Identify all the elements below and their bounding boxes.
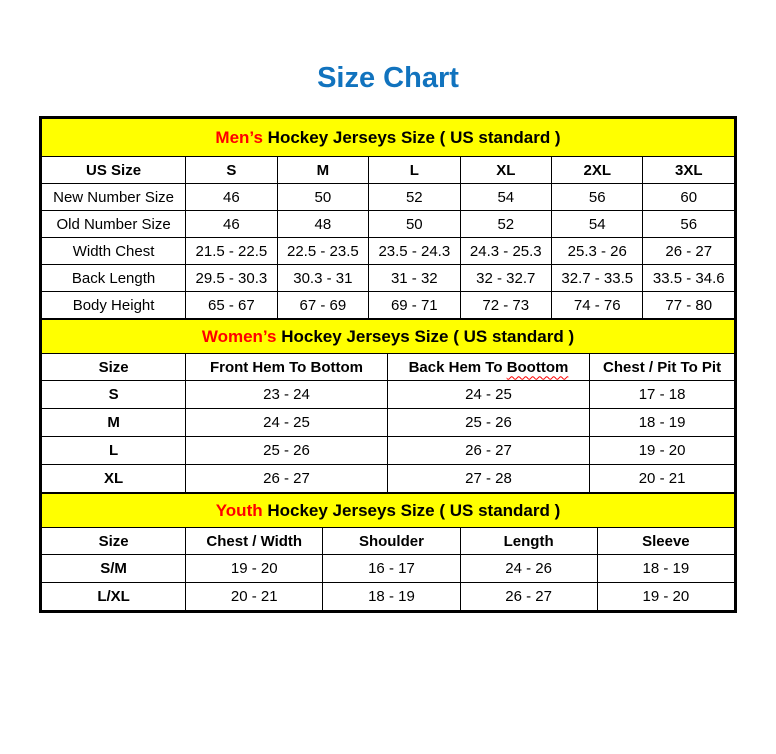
men-table-row (42, 184, 735, 211)
size-value-cell: 16 - 17 (323, 555, 460, 583)
page-title: Size Chart (317, 62, 459, 94)
youth-column-header: Size (42, 528, 186, 555)
size-value-cell: 56 (552, 184, 643, 211)
size-value-cell: 25 - 26 (186, 437, 388, 465)
size-value-cell: 52 (460, 211, 551, 238)
size-value-cell: 48 (277, 211, 368, 238)
size-chart (39, 116, 737, 613)
size-value-cell: 26 - 27 (460, 583, 597, 611)
youth-column-header: Chest / Width (186, 528, 323, 555)
size-value-cell: 65 - 67 (186, 292, 277, 319)
youth-column-header-row (42, 528, 735, 555)
size-value-cell: 50 (277, 184, 368, 211)
size-value-cell: 26 - 27 (186, 465, 388, 493)
men-heading-rest: Hockey Jerseys Size ( US standard ) (262, 127, 561, 147)
youth-section-band (42, 494, 735, 528)
row-label: L/XL (42, 583, 186, 611)
youth-table-row (42, 583, 735, 611)
men-table-row (42, 292, 735, 319)
size-value-cell: 50 (369, 211, 460, 238)
size-value-cell: 54 (552, 211, 643, 238)
men-column-header: US Size (42, 157, 186, 184)
youth-size-table (41, 493, 735, 611)
women-column-header: Chest / Pit To Pit (590, 354, 735, 381)
men-size-table (41, 118, 735, 319)
size-value-cell: 56 (643, 211, 735, 238)
men-table-row (42, 265, 735, 292)
women-section-band (42, 320, 735, 354)
row-label: Body Height (42, 292, 186, 319)
size-value-cell: 18 - 19 (323, 583, 460, 611)
size-value-cell: 26 - 27 (387, 437, 589, 465)
size-value-cell: 24 - 26 (460, 555, 597, 583)
size-value-cell: 54 (460, 184, 551, 211)
row-label: M (42, 409, 186, 437)
row-label: New Number Size (42, 184, 186, 211)
men-table-row (42, 238, 735, 265)
size-value-cell: 72 - 73 (460, 292, 551, 319)
men-heading-accent: Men’s (215, 127, 263, 147)
size-value-cell: 32 - 32.7 (460, 265, 551, 292)
size-value-cell: 19 - 20 (597, 583, 734, 611)
size-value-cell: 77 - 80 (643, 292, 735, 319)
size-value-cell: 69 - 71 (369, 292, 460, 319)
size-value-cell: 67 - 69 (277, 292, 368, 319)
row-label: L (42, 437, 186, 465)
size-value-cell: 21.5 - 22.5 (186, 238, 277, 265)
size-value-cell: 46 (186, 211, 277, 238)
row-label: S (42, 381, 186, 409)
row-label: XL (42, 465, 186, 493)
youth-section-heading (42, 494, 735, 528)
women-heading-accent: Women’s (201, 326, 277, 346)
women-heading-rest: Hockey Jerseys Size ( US standard ) (276, 326, 575, 346)
size-value-cell: 25 - 26 (387, 409, 589, 437)
women-table-row (42, 409, 735, 437)
women-section-heading (42, 320, 735, 354)
size-value-cell: 32.7 - 33.5 (552, 265, 643, 292)
youth-heading-accent: Youth (215, 500, 263, 520)
size-value-cell: 19 - 20 (590, 437, 735, 465)
size-value-cell: 46 (186, 184, 277, 211)
size-value-cell: 52 (369, 184, 460, 211)
men-section-band (42, 119, 735, 157)
row-label: S/M (42, 555, 186, 583)
women-table-row (42, 437, 735, 465)
youth-column-header: Sleeve (597, 528, 734, 555)
size-value-cell: 29.5 - 30.3 (186, 265, 277, 292)
size-value-cell: 20 - 21 (590, 465, 735, 493)
youth-column-header: Length (460, 528, 597, 555)
size-value-cell: 24.3 - 25.3 (460, 238, 551, 265)
row-label: Old Number Size (42, 211, 186, 238)
size-value-cell: 24 - 25 (387, 381, 589, 409)
size-value-cell: 22.5 - 23.5 (277, 238, 368, 265)
women-table-row (42, 465, 735, 493)
men-table-row (42, 211, 735, 238)
size-value-cell: 19 - 20 (186, 555, 323, 583)
men-column-header: XL (460, 157, 551, 184)
size-value-cell: 30.3 - 31 (277, 265, 368, 292)
women-size-table (41, 319, 735, 493)
men-column-header: L (369, 157, 460, 184)
size-value-cell: 74 - 76 (552, 292, 643, 319)
size-value-cell: 23.5 - 24.3 (369, 238, 460, 265)
size-value-cell: 33.5 - 34.6 (643, 265, 735, 292)
men-section-heading (42, 119, 735, 157)
women-column-header: Back Hem To Boottom (387, 354, 589, 381)
size-value-cell: 31 - 32 (369, 265, 460, 292)
size-value-cell: 60 (643, 184, 735, 211)
women-column-header-row (42, 354, 735, 381)
youth-heading-rest: Hockey Jerseys Size ( US standard ) (262, 500, 561, 520)
size-value-cell: 24 - 25 (186, 409, 388, 437)
row-label: Back Length (42, 265, 186, 292)
size-value-cell: 20 - 21 (186, 583, 323, 611)
size-value-cell: 18 - 19 (590, 409, 735, 437)
men-column-header: 3XL (643, 157, 735, 184)
size-value-cell: 26 - 27 (643, 238, 735, 265)
size-value-cell: 27 - 28 (387, 465, 589, 493)
men-column-header: S (186, 157, 277, 184)
size-value-cell: 17 - 18 (590, 381, 735, 409)
youth-column-header: Shoulder (323, 528, 460, 555)
women-column-header: Size (42, 354, 186, 381)
size-value-cell: 25.3 - 26 (552, 238, 643, 265)
size-value-cell: 23 - 24 (186, 381, 388, 409)
youth-table-row (42, 555, 735, 583)
women-column-header: Front Hem To Bottom (186, 354, 388, 381)
size-value-cell: 18 - 19 (597, 555, 734, 583)
men-column-header: M (277, 157, 368, 184)
misspelled-word: Boottom (506, 358, 569, 376)
men-column-header: 2XL (552, 157, 643, 184)
women-table-row (42, 381, 735, 409)
men-column-header-row (42, 157, 735, 184)
row-label: Width Chest (42, 238, 186, 265)
